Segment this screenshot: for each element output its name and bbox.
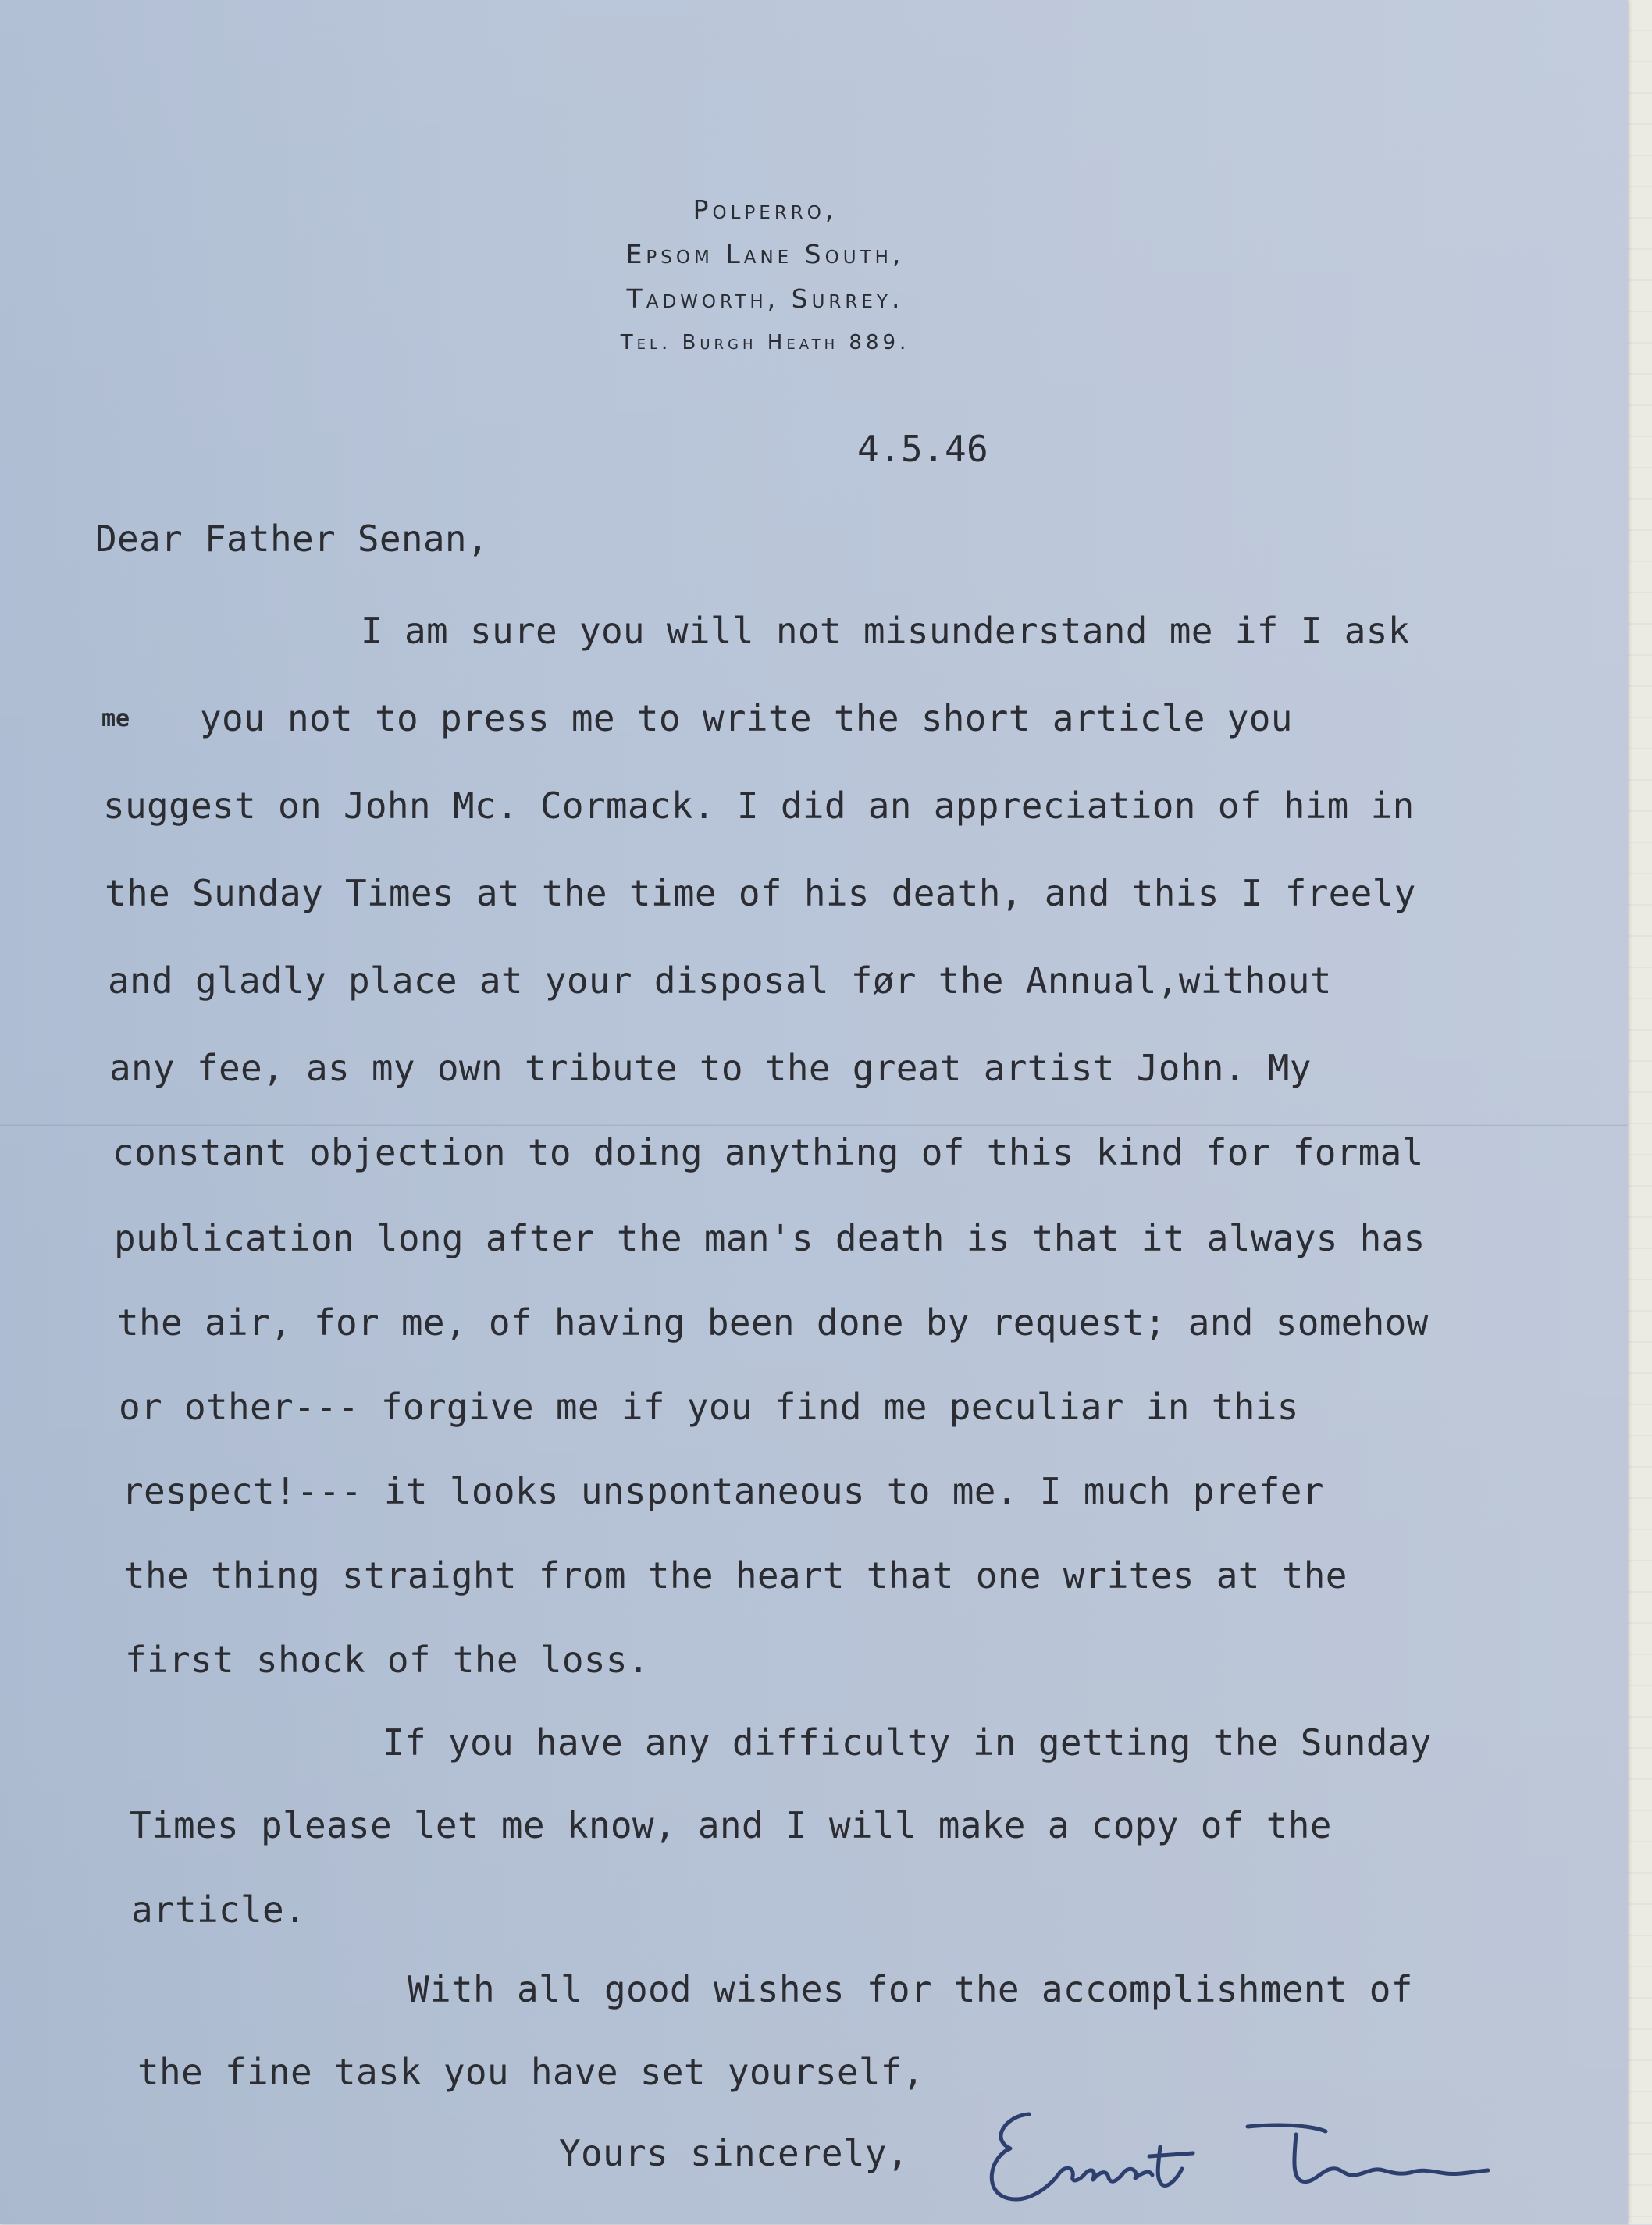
letterhead-town: Tadworth, Surrey.	[626, 283, 904, 314]
closing: Yours sincerely,	[559, 2132, 909, 2174]
body-line: Times please let me know, and I will make a copy of the	[130, 1804, 1332, 1846]
body-line: any fee, as my own tribute to the great artist John. My	[109, 1047, 1312, 1089]
body-line: article.	[131, 1889, 306, 1931]
body-line: you not to press me to write the short article you	[200, 697, 1293, 739]
body-line: or other--- forgive me if you find me peculiar in this	[119, 1386, 1299, 1428]
body-line: respect!--- it looks unspontaneous to me. I much prefer	[122, 1470, 1324, 1512]
salutation: Dear Father Senan,	[95, 518, 489, 560]
body-line: the thing straight from the heart that one writes at the	[123, 1554, 1348, 1597]
body-line: the air, for me, of having been done by request; and somehow	[117, 1301, 1429, 1344]
body-line: the fine task you have set yourself,	[137, 2051, 924, 2093]
struck-out-word: me	[101, 705, 130, 732]
paper-fold	[0, 1124, 1628, 1127]
body-line: publication long after the man's death is that it always has	[114, 1217, 1426, 1259]
letterhead	[547, 187, 984, 365]
letterhead-street: Epsom Lane South,	[625, 239, 905, 269]
body-line: I am sure you will not misunderstand me if I ask	[361, 610, 1410, 652]
body-line: If you have any difficulty in getting the Sunday	[383, 1721, 1432, 1764]
letter-date: 4.5.46	[857, 428, 988, 470]
letterhead-telephone: Tel. Burgh Heath 889.	[620, 331, 910, 354]
body-line: and gladly place at your disposal før the Annual,without	[108, 959, 1332, 1002]
body-line: first shock of the loss.	[125, 1639, 650, 1681]
body-line: the Sunday Times at the time of his death, and this I freely	[105, 872, 1416, 914]
body-line: suggest on John Mc. Cormack. I did an appreciation of him in	[103, 785, 1415, 827]
body-line: constant objection to doing anything of this kind for formal	[112, 1131, 1424, 1173]
letterhead-house: Polperro,	[692, 194, 838, 225]
handwritten-signature	[982, 2100, 1529, 2225]
body-line: With all good wishes for the accomplishment of	[408, 1968, 1413, 2010]
